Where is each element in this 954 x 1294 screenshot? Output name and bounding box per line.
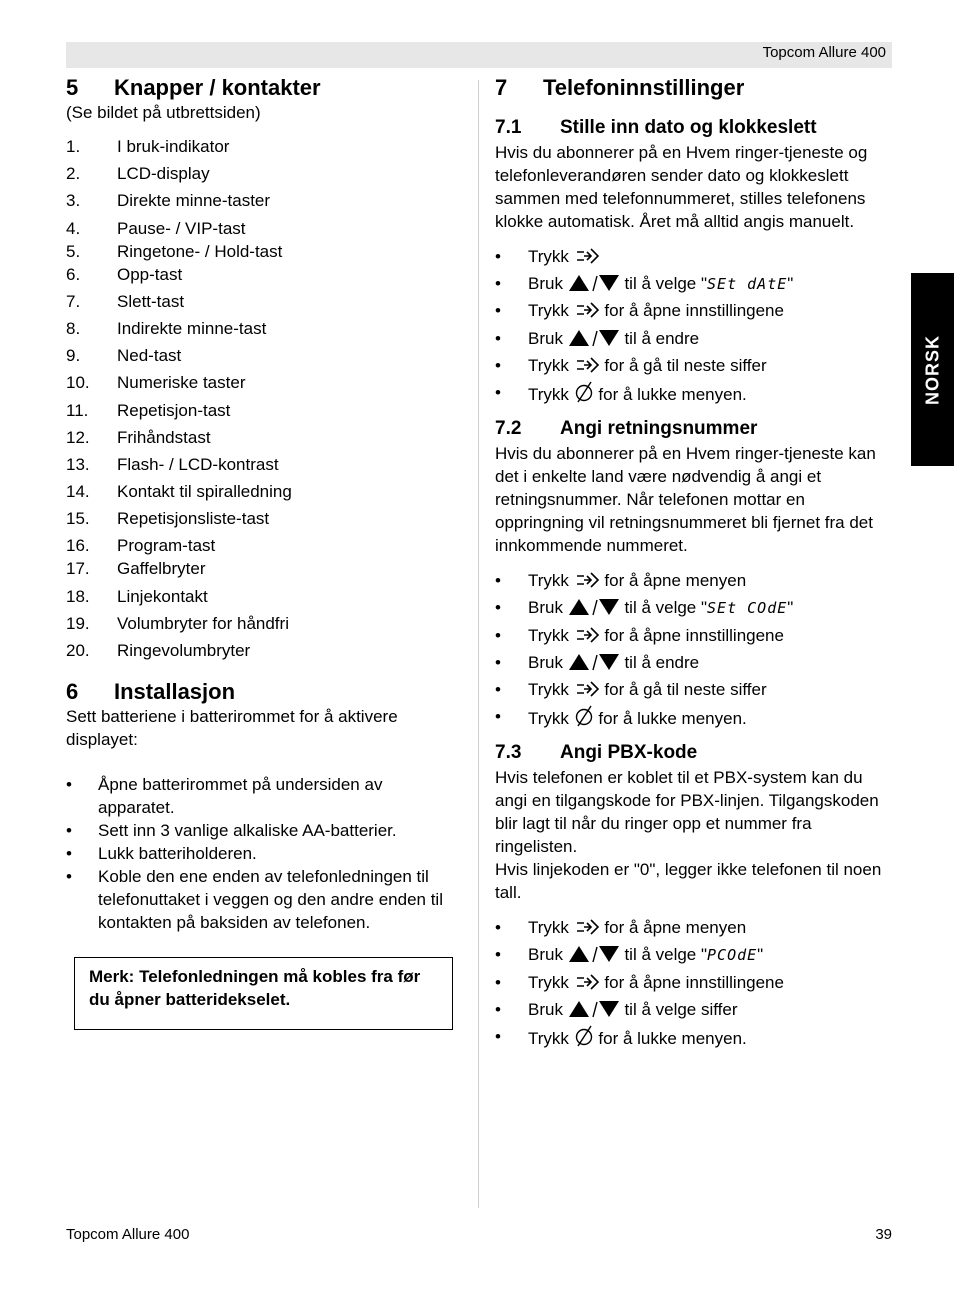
enter-arrow-icon — [574, 973, 600, 991]
installation-steps — [66, 773, 461, 934]
list-item — [66, 557, 461, 584]
bullet: • — [66, 775, 72, 795]
item-label: Volumbryter for håndfri — [117, 613, 289, 633]
item-number: 7. — [66, 291, 81, 311]
item-number: 11. — [66, 400, 89, 420]
item-number: 2. — [66, 164, 81, 184]
item-label: Frihåndstast — [117, 427, 211, 447]
step-verb: Bruk — [528, 652, 563, 672]
section-7-heading — [495, 73, 895, 103]
bullet: • — [495, 1027, 501, 1046]
section-7-1-title: Stille inn dato og klokkeslett — [560, 117, 817, 138]
bullet-text: Sett inn 3 vanlige alkaliske AA-batterier. — [98, 821, 397, 841]
step-text: for å åpne innstillingene — [604, 301, 784, 321]
step-item — [495, 624, 895, 651]
item-number: 3. — [66, 191, 81, 211]
step-text-end: " — [787, 274, 794, 294]
step-item — [495, 245, 895, 272]
step-item — [495, 651, 895, 678]
section-5-title: Knapper / kontakter — [114, 75, 321, 100]
list-item — [66, 585, 461, 612]
step-verb: Trykk — [528, 301, 569, 321]
step-item — [495, 916, 895, 943]
bullet: • — [495, 999, 501, 1019]
section-7-title: Telefoninnstillinger — [543, 75, 745, 100]
list-item — [66, 371, 461, 398]
step-verb: Bruk — [528, 945, 563, 965]
step-text: for å gå til neste siffer — [604, 355, 767, 375]
list-item — [66, 773, 461, 819]
bullet: • — [495, 328, 501, 348]
bullet-text: Lukk batteriholderen. — [98, 844, 257, 864]
bullet: • — [66, 867, 72, 887]
bullet: • — [495, 355, 501, 375]
step-text: for å åpne innstillingene — [604, 972, 784, 992]
lcd-text: SEt dAtE — [707, 275, 788, 294]
enter-arrow-icon — [574, 301, 600, 319]
bullet: • — [495, 571, 501, 591]
step-verb: Trykk — [528, 1029, 569, 1048]
step-item — [495, 705, 895, 732]
step-text: til å velge " — [624, 598, 708, 618]
bullet: • — [495, 972, 501, 992]
list-item — [66, 217, 461, 240]
item-label: Repetisjon-tast — [117, 400, 231, 420]
section-6-number: 6 — [66, 679, 79, 705]
item-number: 12. — [66, 427, 90, 447]
section-7-2-heading — [495, 416, 895, 442]
lcd-text: SEt COdE — [707, 599, 788, 618]
item-number: 1. — [66, 137, 81, 156]
cancel-icon — [574, 705, 594, 727]
item-label: Program-tast — [117, 536, 216, 556]
up-down-arrows-icon — [568, 274, 620, 292]
section-7-3-body-2: Hvis linjekoden er "0", legger ikke telefonen til noen tall. — [495, 860, 882, 903]
bullet: • — [495, 707, 501, 727]
step-text: for å lukke menyen. — [598, 384, 747, 404]
list-item — [66, 399, 461, 426]
section-6-intro: Sett batteriene i batterirommet for å aktivere displayet: — [66, 707, 398, 750]
section-7-2-body: Hvis du abonnerer på en Hvem ringer-tjeneste kan det i enkelte land være nødvendig å angi et retningsnummer. Når telefonen mottar en oppringning vil retningsnummeret bli fjernet fra det innkommende nummeret. — [495, 444, 876, 556]
bullet: • — [495, 598, 501, 618]
section-7-1-body: Hvis du abonnerer på en Hvem ringer-tjeneste og telefonleverandøren sender dato og klokkeslett sammen med telefonnummeret, stilles telefonens klokke automatisk. Året må alltid angis manuelt. — [495, 143, 868, 231]
list-item — [66, 317, 461, 344]
step-text: for å åpne menyen — [604, 918, 747, 938]
section-7-3-steps — [495, 916, 895, 1052]
cancel-icon — [574, 1025, 594, 1047]
language-tab-label: NORSK — [922, 334, 942, 405]
step-item — [495, 596, 895, 623]
item-label: Kontakt til spiralledning — [117, 482, 292, 502]
enter-arrow-icon — [574, 626, 600, 644]
step-text: til å velge " — [624, 274, 708, 294]
step-item — [495, 569, 895, 596]
step-text: for å lukke menyen. — [598, 1029, 747, 1048]
list-item — [66, 842, 461, 865]
step-verb: Trykk — [528, 625, 569, 645]
step-verb: Trykk — [528, 679, 569, 699]
step-item — [495, 943, 895, 970]
section-7-1-steps — [495, 245, 895, 408]
item-label: Numeriske taster — [117, 373, 246, 393]
item-label: Repetisjonsliste-tast — [117, 509, 270, 529]
item-label: Linjekontakt — [117, 586, 208, 606]
item-number: 9. — [66, 346, 81, 366]
step-item — [495, 381, 895, 408]
step-item — [495, 354, 895, 381]
item-number: 8. — [66, 318, 81, 338]
item-number: 4. — [66, 218, 81, 238]
step-verb: Trykk — [528, 918, 569, 938]
list-item — [66, 290, 461, 317]
item-label: Slett-tast — [117, 291, 185, 311]
step-text: for å gå til neste siffer — [604, 679, 767, 699]
up-down-arrows-icon — [568, 598, 620, 616]
step-verb: Trykk — [528, 384, 569, 404]
list-item — [66, 263, 461, 290]
list-item — [66, 819, 461, 842]
page-header — [66, 42, 892, 68]
item-label: Ned-tast — [117, 346, 182, 366]
section-7-1-heading — [495, 115, 895, 141]
section-6-heading — [66, 677, 461, 707]
step-text: for å lukke menyen. — [598, 709, 747, 729]
bullet: • — [495, 247, 501, 266]
section-7-3-title: Angi PBX-kode — [560, 742, 698, 764]
item-label: I bruk-indikator — [117, 137, 230, 156]
step-item — [495, 272, 895, 299]
language-tab — [911, 273, 954, 466]
step-verb: Trykk — [528, 709, 569, 729]
section-7-3-heading — [495, 740, 895, 766]
item-number: 16. — [66, 536, 90, 556]
item-number: 13. — [66, 454, 90, 474]
step-verb: Trykk — [528, 972, 569, 992]
step-text: til å endre — [624, 328, 700, 348]
step-verb: Trykk — [528, 247, 569, 266]
list-item — [66, 453, 461, 480]
item-number: 6. — [66, 264, 81, 284]
step-text: for å åpne menyen — [604, 571, 747, 591]
section-7-1-number: 7.1 — [495, 117, 522, 138]
enter-arrow-icon — [574, 918, 600, 936]
enter-arrow-icon — [574, 247, 600, 265]
section-7-3-number: 7.3 — [495, 742, 522, 764]
up-down-arrows-icon — [568, 653, 620, 671]
bullet-text: Koble den ene enden av telefonledningen til telefonuttaket i veggen og den andre enden til kontakten på baksiden av telefonen. — [98, 867, 443, 933]
list-item — [66, 612, 461, 639]
item-label: Opp-tast — [117, 264, 183, 284]
enter-arrow-icon — [574, 571, 600, 589]
step-item — [495, 299, 895, 326]
item-label: Direkte minne-taster — [117, 191, 271, 211]
bullet: • — [495, 918, 501, 938]
list-item — [66, 426, 461, 453]
item-label: Ringetone- / Hold-tast — [117, 241, 283, 261]
list-item — [66, 135, 461, 162]
bullet: • — [495, 625, 501, 645]
step-verb: Bruk — [528, 328, 563, 348]
item-label: Ringevolumbryter — [117, 641, 251, 660]
step-item — [495, 327, 895, 354]
step-verb: Trykk — [528, 571, 569, 591]
list-item — [66, 162, 461, 189]
step-verb: Trykk — [528, 355, 569, 375]
bullet: • — [495, 382, 501, 402]
section-6-title: Installasjon — [114, 679, 236, 705]
list-item — [66, 507, 461, 534]
item-label: Flash- / LCD-kontrast — [117, 454, 279, 474]
bullet: • — [495, 945, 501, 965]
lcd-text: PCOdE — [707, 946, 758, 965]
section-7-3-body-1: Hvis telefonen er koblet til et PBX-system kan du angi en tilgangskode for PBX-linjen. Tilgangskoden blir lagt til når du ringer opp et nummer fra ringelisten. — [495, 768, 879, 857]
page-number: 39 — [875, 1226, 892, 1243]
section-5-heading — [66, 73, 461, 103]
note-box: Merk: Telefonledningen må kobles fra før du åpner batteridekselet. — [74, 957, 453, 1030]
cancel-icon — [574, 381, 594, 403]
item-number: 20. — [66, 641, 90, 660]
item-label: LCD-display — [117, 164, 210, 184]
item-number: 5. — [66, 241, 81, 261]
header-title: Topcom Allure 400 — [762, 44, 886, 61]
step-verb: Bruk — [528, 999, 563, 1019]
section-7-2-number: 7.2 — [495, 418, 522, 440]
section-7-number: 7 — [495, 75, 508, 100]
step-text: til å velge siffer — [624, 999, 738, 1019]
item-number: 19. — [66, 613, 90, 633]
list-item — [66, 240, 461, 263]
step-item — [495, 998, 895, 1025]
list-item — [66, 639, 461, 666]
step-item — [495, 678, 895, 705]
up-down-arrows-icon — [568, 1000, 620, 1018]
list-item — [66, 534, 461, 557]
step-verb: Bruk — [528, 274, 563, 294]
item-number: 10. — [66, 373, 90, 393]
right-column — [495, 72, 895, 1052]
footer-title: Topcom Allure 400 — [66, 1226, 190, 1243]
item-number: 15. — [66, 509, 90, 529]
list-item — [66, 865, 461, 934]
left-column — [66, 72, 461, 934]
item-number: 14. — [66, 482, 90, 502]
step-item — [495, 971, 895, 998]
bullet: • — [66, 821, 72, 841]
section-7-2-title: Angi retningsnummer — [560, 418, 758, 440]
step-text-end: " — [757, 945, 764, 965]
bullet: • — [495, 301, 501, 321]
column-divider — [478, 80, 479, 1208]
step-text: for å åpne innstillingene — [604, 625, 784, 645]
enter-arrow-icon — [574, 356, 600, 374]
step-text-end: " — [787, 598, 794, 618]
item-label: Pause- / VIP-tast — [117, 218, 246, 238]
enter-arrow-icon — [574, 680, 600, 698]
item-label: Indirekte minne-tast — [117, 318, 267, 338]
list-item — [66, 344, 461, 371]
bullet: • — [495, 652, 501, 672]
bullet: • — [66, 844, 72, 864]
list-item — [66, 189, 461, 216]
item-number: 18. — [66, 586, 90, 606]
list-item — [66, 480, 461, 507]
buttons-list — [66, 135, 461, 666]
item-label: Gaffelbryter — [117, 559, 206, 579]
bullet-text: Åpne batterirommet på undersiden av apparatet. — [98, 775, 383, 818]
step-item — [495, 1025, 895, 1052]
bullet: • — [495, 679, 501, 699]
step-text: til å endre — [624, 652, 700, 672]
up-down-arrows-icon — [568, 329, 620, 347]
bullet: • — [495, 274, 501, 294]
section-5-subtitle: (Se bildet på utbrettsiden) — [66, 103, 261, 122]
up-down-arrows-icon — [568, 945, 620, 963]
item-number: 17. — [66, 559, 90, 579]
step-verb: Bruk — [528, 598, 563, 618]
section-7-2-steps — [495, 569, 895, 732]
step-text: til å velge " — [624, 945, 708, 965]
section-5-number: 5 — [66, 75, 79, 100]
